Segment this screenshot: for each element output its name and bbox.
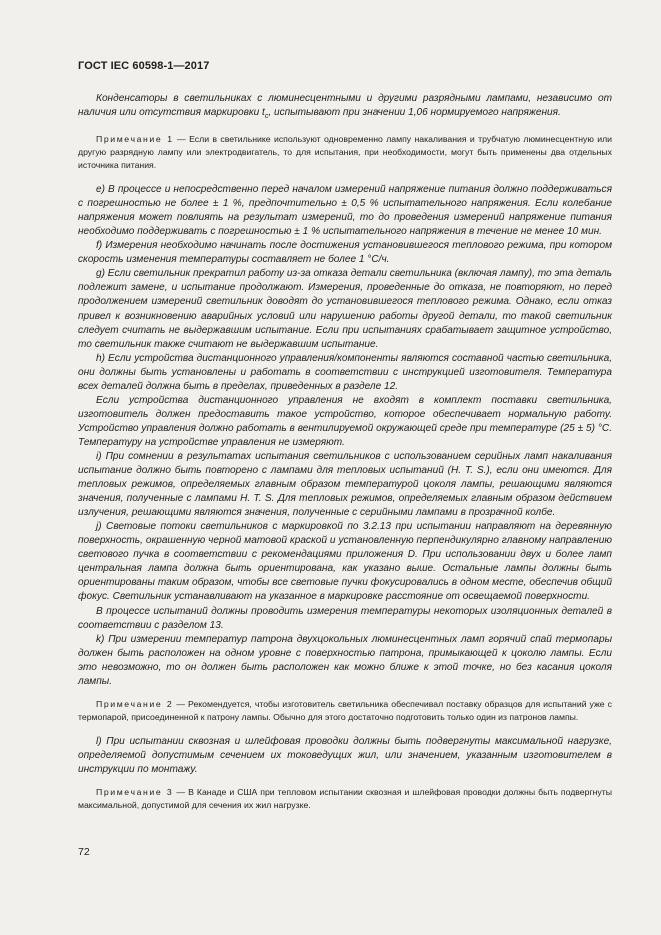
item-i: i) При сомнении в результатах испытания светильников с использованием серийных ламп накаливания испытание должно быть повторено с лампами для тепловых испытаний (Н. Т. S.), если они имеются. Для тепловых режимов, определяемых главным образом температурой цоколя лампы, решающими являются значения, полученные с лампами Н. Т. S. Для тепловых режимов, определяемых главным образом действием излучения, решающими являются значения, полученные с серийными лампами в прозрачной колбе. <box>78 451 612 519</box>
subscript-c: c <box>264 113 269 121</box>
note-text: — Рекомендуется, чтобы изготовитель светильника обеспечивал поставку образцов для испытаний уже с термопарой, присоединенной к патрону лампы. Обычно для этого достаточно подготовить только один из патронов лампы. <box>78 698 612 722</box>
item-j-continued: В процессе испытаний должны проводить измерения температуры некоторых изоляционных деталей в соответствии с разделом 13. <box>78 605 612 631</box>
item-k: k) При измерении температур патрона двухцокольных люминесцентных ламп горячий спай термопары должен быть расположен на одном уровне с поверхностью патрона, примыкающей к цоколю лампы. Если это невозможно, то он должен быть расположен как можно ближе к этой точке, но без касания цоколя лампы. <box>78 633 612 687</box>
item-h: h) Если устройства дистанционного управления/компоненты являются составной частью светильника, они должны быть установлены и работать в соответствии с инструкцией изготовителя. Температура всех деталей должна быть в пределах, приведенных в разделе 12. <box>78 352 612 392</box>
page-body <box>78 92 612 812</box>
paragraph-capacitors <box>78 92 612 124</box>
item-j: j) Световые потоки светильников с маркировкой по 3.2.13 при испытании направляют на деревянную поверхность, окрашенную черной матовой краской и установленную перпендикулярно главному направлению светового пучка в соответствии с рекомендациями приложения D. При использовании двух и более ламп центральная лампа должна быть ориентирована, как указано выше. Остальные лампы должны быть ориентированы таким образом, чтобы все световые пучки фокусировались в одном месте, обеспечив общий фокус. Светильник устанавливают на указанное в маркировке расстояние от освещаемой поверхности. <box>78 521 612 603</box>
note-1 <box>78 133 612 172</box>
item-l: l) При испытании сквозная и шлейфовая проводки должны быть подвергнуты максимальной нагрузке, определяемой допустимым сечением их токоведущих жил, или значением, указанным изготовителем в инструкции по монтажу. <box>78 735 612 775</box>
paragraph-text: Конденсаторы в светильниках с люминесцентными и другими разрядными лампами, независимо от наличия или отсутствия маркировки t <box>78 93 612 119</box>
page-number: 72 <box>78 846 90 858</box>
item-g: g) Если светильник прекратил работу из-за отказа детали светильника (включая лампу), то эта деталь подлежит замене, и испытание продолжают. Измерения, проведенные до отказа, не повторяют, но перед продолжением измерений светильник доводят до установившегося теплового режима. Однако, если отказ привел к возникновению аварийных условий или нарушению работы другой детали, то такой светильник следует считать не выдержавшим испытание. Если при испытаниях срабатывает защитное устройство, то светильник также считают не выдержавшим испытание. <box>78 268 612 350</box>
note-label: Примечание 1 <box>96 134 174 145</box>
paragraph-text-tail: , испытывают при значении 1,06 нормируемого напряжения. <box>268 107 561 119</box>
note-3 <box>78 786 612 812</box>
standard-header: ГОСТ IEC 60598-1—2017 <box>78 60 210 72</box>
item-h-continued: Если устройства дистанционного управления не входят в комплект поставки светильника, изготовитель должен предоставить такое устройство, которое обеспечивает нормальную работу. Устройство управления должно работать в вентилируемой окружающей среде при температуре (25 ± 5) °С. Температуру на устройстве управления не измеряют. <box>78 394 612 448</box>
item-f: f) Измерения необходимо начинать после достижения установившегося теплового режима, при котором скорость изменения температуры составляет не более 1 °С/ч. <box>78 240 612 266</box>
note-label: Примечание 3 <box>96 786 174 797</box>
note-text: — В Канаде и США при тепловом испытании сквозная и шлейфовая проводки должны быть подвергнуты максимальной, допустимой для сечения их жил нагрузке. <box>78 786 612 810</box>
note-label: Примечание 2 <box>96 698 174 709</box>
note-text: — Если в светильнике используют одновременно лампу накаливания и трубчатую люминесцентную или другую разрядную лампу или электродвигатель, то для испытания, при необходимости, могут быть применены два отдельных источника питания. <box>78 134 612 171</box>
note-2 <box>78 698 612 724</box>
item-e: e) В процессе и непосредственно перед началом измерений напряжение питания должно поддерживаться с погрешностью не более ± 1 %, предпочтительно ± 0,5 % испытательного напряжения. Если колебание напряжения может повлиять на результат измерений, то до проведения измерений напряжение питания необходимо поддерживать с погрешностью ± 1 % испытательного напряжения в течение не менее 10 мин. <box>78 184 612 238</box>
